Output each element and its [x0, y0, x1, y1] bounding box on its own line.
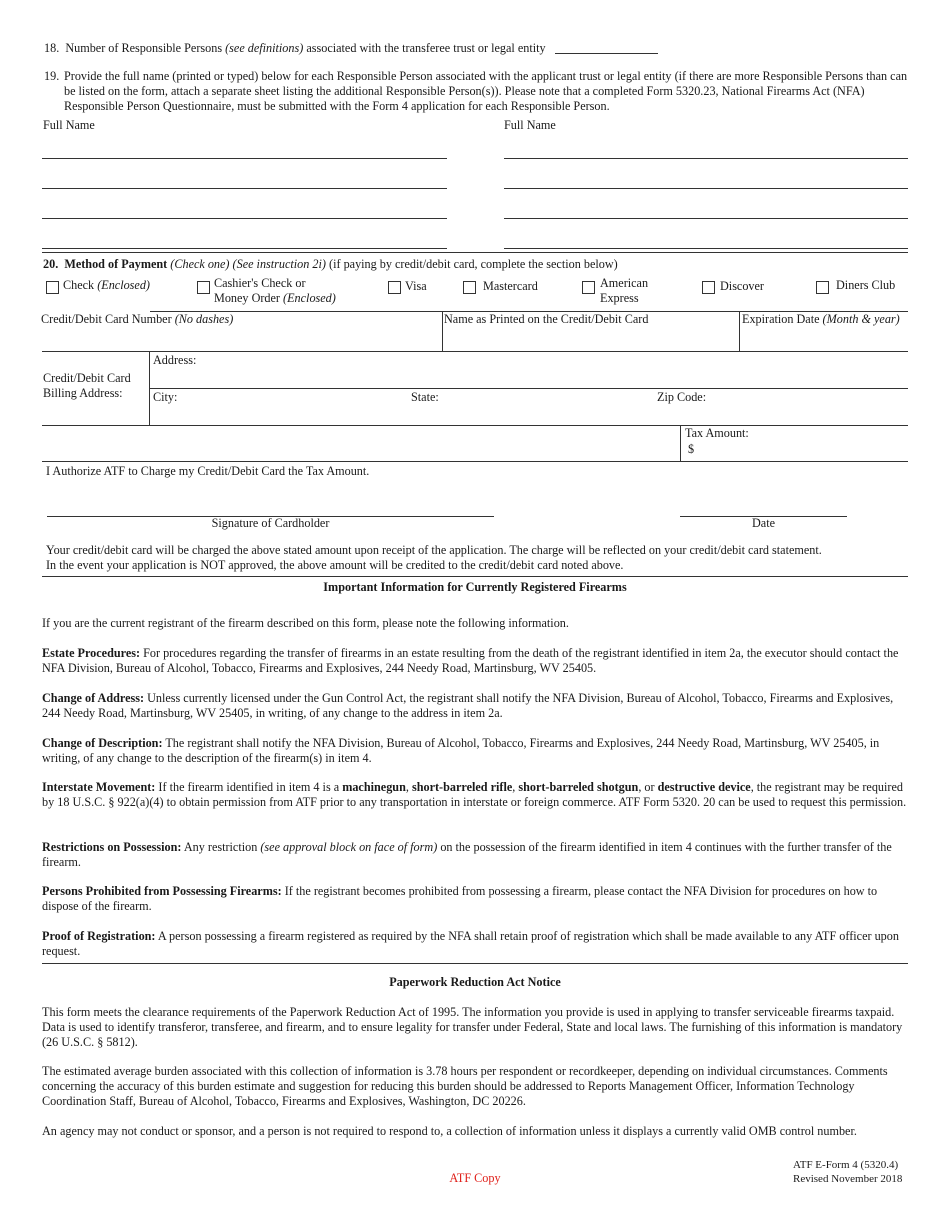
- city-input[interactable]: [185, 390, 400, 424]
- restrictions-text: Any restriction: [181, 840, 261, 854]
- section-divider: [42, 963, 908, 964]
- paperwork-paragraph-1: This form meets the clearance requirements of the Paperwork Reduction Act of 1995. The information you provide is used in applying to transfer serviceable firearms taxpaid. Data is used to identify transferor, transferee, and firearm, and to ensure legality for transfer under Federal, State and local laws. The furnishing of this information is mandatory (26 U.S.C. § 5812).: [42, 1005, 903, 1049]
- tax-bottom-line: [42, 461, 908, 462]
- money-order-text: Money Order: [214, 291, 284, 305]
- state-label: State:: [411, 390, 439, 404]
- visa-checkbox[interactable]: [388, 281, 401, 294]
- responsible-persons-count-field[interactable]: [555, 53, 658, 54]
- section-divider: [42, 252, 908, 253]
- expiration-input[interactable]: [741, 324, 907, 350]
- description-change-text: The registrant shall notify the NFA Division, Bureau of Alcohol, Tobacco, Firearms and Explosives, 244 Needy Road, Martinsburg, WV 25405, in writing, of any change to the description of the firearm(s) in item 4.: [42, 736, 880, 765]
- name-on-card-label: Name as Printed on the Credit/Debit Card: [444, 312, 649, 326]
- proof-of-registration: [42, 929, 908, 959]
- charge-notice-2: In the event your application is NOT approved, the above amount will be credited to the credit/debit card noted above.: [46, 558, 624, 572]
- item-18-text: Number of Responsible Persons: [65, 41, 226, 55]
- atf-copy-label: ATF Copy: [449, 1171, 501, 1185]
- state-input[interactable]: [445, 390, 645, 424]
- card-number-italic: (No dashes): [174, 312, 234, 326]
- dollar-sign: $: [688, 442, 695, 456]
- full-name-field[interactable]: [42, 158, 447, 159]
- section-divider: [42, 576, 908, 577]
- american-express-checkbox[interactable]: [582, 281, 595, 294]
- paperwork-heading: Paperwork Reduction Act Notice: [389, 975, 561, 989]
- restrictions-italic: (see approval block on face of form): [260, 840, 438, 854]
- interstate-text-end: , the registrant may be required by 18 U.S.C. § 922(a)(4) to obtain permission from ATF prior to any transportation in interstate or foreign commerce. ATF Form 5320. 20 can be used to request this permission.: [42, 780, 907, 809]
- discover-checkbox[interactable]: [702, 281, 715, 294]
- address-input[interactable]: [200, 353, 900, 387]
- check-enclosed: (Enclosed): [97, 278, 150, 292]
- full-name-field[interactable]: [504, 188, 908, 189]
- full-name-field[interactable]: [504, 248, 908, 249]
- prohibited-label: Persons Prohibited from Possessing Firearms:: [42, 884, 282, 898]
- restrictions-text-end: on the possession of the firearm identified in item 4 continues with the further transfer of the firearm.: [42, 840, 892, 869]
- proof-label: Proof of Registration:: [42, 929, 156, 943]
- item-20-heading: [43, 257, 618, 272]
- expiration-text: Expiration Date: [742, 312, 823, 326]
- diners-club-checkbox[interactable]: [816, 281, 829, 294]
- description-change-label: Change of Description:: [42, 736, 163, 750]
- item-19-number: 19.: [44, 69, 60, 83]
- full-name-label-left: Full Name: [43, 118, 95, 132]
- mastercard-checkbox[interactable]: [463, 281, 476, 294]
- estate-procedures: [42, 646, 908, 676]
- discover-label: Discover: [720, 279, 764, 293]
- tax-amount-input[interactable]: [700, 440, 900, 460]
- paperwork-paragraph-2: The estimated average burden associated with this collection of information is 3.78 hours per respondent or recordkeeper, depending on individual circumstances. Comments concerning the accuracy of this burden estimate and suggestion for reducing this burden should be addressed to Reports Management Officer, Information Technology Coordination Staff, Bureau of Alcohol, Tobacco, Firearms and Explosives, Washington, DC 20226.: [42, 1064, 888, 1108]
- american-express-label-2: Express: [600, 291, 639, 305]
- item-20-rest: (if paying by credit/debit card, complete the section below): [325, 257, 618, 271]
- signature-label: Signature of Cardholder: [211, 516, 330, 530]
- item-19-text: Provide the full name (printed or typed) below for each Responsible Person associated with the applicant trust or legal entity (if there are more Responsible Persons than can be listed on the form, attach a separate sheet listing the additional Responsible Person(s)). Please note that a completed Form 5320.23, National Firearms Act (NFA) Responsible Person Questionnaire, must be submitted with the Form 4 application for each Responsible Person.: [64, 69, 908, 113]
- american-express-label: American: [600, 276, 649, 290]
- form-number: ATF E-Form 4 (5320.4): [793, 1159, 899, 1171]
- billing-label: Credit/Debit Card: [43, 371, 131, 385]
- date-label: Date: [751, 516, 775, 530]
- persons-prohibited: [42, 884, 908, 914]
- address-change-text: Unless currently licensed under the Gun Control Act, the registrant shall notify the NFA Division, Bureau of Alcohol, Tobacco, Firearms and Explosives, 244 Needy Road, Martinsburg, WV 25405, in writing, of any change to the address in item 2a.: [42, 691, 894, 720]
- full-name-field[interactable]: [42, 188, 447, 189]
- item-18-italic: (see definitions): [225, 41, 304, 55]
- card-row-bottom-line: [42, 351, 908, 352]
- money-order-enclosed: (Enclosed): [283, 291, 336, 305]
- mastercard-label: Mastercard: [483, 279, 538, 293]
- zip-label: Zip Code:: [657, 390, 707, 404]
- change-of-address: [42, 691, 908, 721]
- city-label: City:: [153, 390, 178, 404]
- sbs-term: short-barreled shotgun: [518, 780, 639, 794]
- card-number-input[interactable]: [42, 324, 440, 350]
- check-option-label: [63, 278, 150, 293]
- restrictions-label: Restrictions on Possession:: [42, 840, 182, 854]
- full-name-field[interactable]: [42, 218, 447, 219]
- address-change-label: Change of Address:: [42, 691, 145, 705]
- charge-notice: Your credit/debit card will be charged the above stated amount upon receipt of the application. The charge will be reflected on your credit/debit card statement.: [46, 543, 822, 557]
- full-name-field[interactable]: [504, 158, 908, 159]
- expiration-italic: (Month & year): [822, 312, 900, 326]
- billing-bottom-line: [42, 425, 908, 426]
- check-checkbox[interactable]: [46, 281, 59, 294]
- tax-divider: [680, 425, 681, 461]
- full-name-field[interactable]: [42, 248, 447, 249]
- important-info-heading: Important Information for Currently Registered Firearms: [323, 580, 627, 594]
- estate-text: For procedures regarding the transfer of firearms in an estate resulting from the death of the registrant identified in item 2a, the executor should contact the NFA Division, Bureau of Alcohol, Tobacco, Firearms and Explosives, 244 Needy Road, Martinsburg, WV 25405.: [42, 646, 899, 675]
- restrictions-on-possession: [42, 840, 908, 870]
- interstate-text: If the firearm identified in item 4 is a: [155, 780, 343, 794]
- card-number-text: Credit/Debit Card Number: [41, 312, 175, 326]
- form-revision: Revised November 2018: [793, 1173, 903, 1185]
- billing-label-2: Billing Address:: [43, 386, 123, 400]
- interstate-sep: , or: [638, 780, 658, 794]
- proof-text: A person possessing a firearm registered as required by the NFA shall retain proof of registration which shall be made available to any ATF officer upon request.: [42, 929, 899, 958]
- cashiers-check-label: Cashier's Check or: [214, 276, 306, 290]
- item-20-number: 20.: [43, 257, 59, 271]
- zip-input[interactable]: [715, 390, 905, 424]
- address-line: [150, 388, 908, 389]
- item-20-title: Method of Payment: [64, 257, 168, 271]
- address-label: Address:: [153, 353, 197, 367]
- prohibited-text: If the registrant becomes prohibited from possessing a firearm, please contact the NFA Division for procedures on how to dispose of the firearm.: [42, 884, 878, 913]
- visa-label: Visa: [405, 279, 427, 293]
- diners-club-label: Diners Club: [836, 278, 896, 292]
- estate-label: Estate Procedures:: [42, 646, 141, 660]
- check-label: Check: [63, 278, 98, 292]
- cashiers-check-checkbox[interactable]: [197, 281, 210, 294]
- important-intro: If you are the current registrant of the firearm described on this form, please note the following information.: [42, 616, 569, 630]
- paperwork-paragraph-3: An agency may not conduct or sponsor, and a person is not required to respond to, a collection of information unless it displays a currently valid OMB control number.: [42, 1124, 857, 1138]
- interstate-sep: ,: [405, 780, 412, 794]
- destructive-device-term: destructive device: [657, 780, 751, 794]
- full-name-label-right: Full Name: [504, 118, 556, 132]
- name-on-card-input[interactable]: [444, 324, 738, 350]
- authorize-text: I Authorize ATF to Charge my Credit/Debit Card the Tax Amount.: [46, 464, 370, 478]
- change-of-description: [42, 736, 908, 766]
- item-18: [44, 41, 546, 56]
- interstate-movement: [42, 780, 908, 810]
- sbr-term: short-barreled rifle: [411, 780, 513, 794]
- card-row-divider: [739, 311, 740, 351]
- machinegun-term: machinegun: [342, 780, 406, 794]
- full-name-field[interactable]: [504, 218, 908, 219]
- item-20-italic: (Check one) (See instruction 2i): [167, 257, 326, 271]
- card-row-divider: [442, 311, 443, 351]
- item-18-text-end: associated with the transferee trust or legal entity: [303, 41, 546, 55]
- interstate-label: Interstate Movement:: [42, 780, 156, 794]
- money-order-label: [214, 291, 336, 306]
- item-18-number: 18.: [44, 41, 60, 55]
- tax-amount-label: Tax Amount:: [685, 426, 749, 440]
- interstate-sep: ,: [512, 780, 519, 794]
